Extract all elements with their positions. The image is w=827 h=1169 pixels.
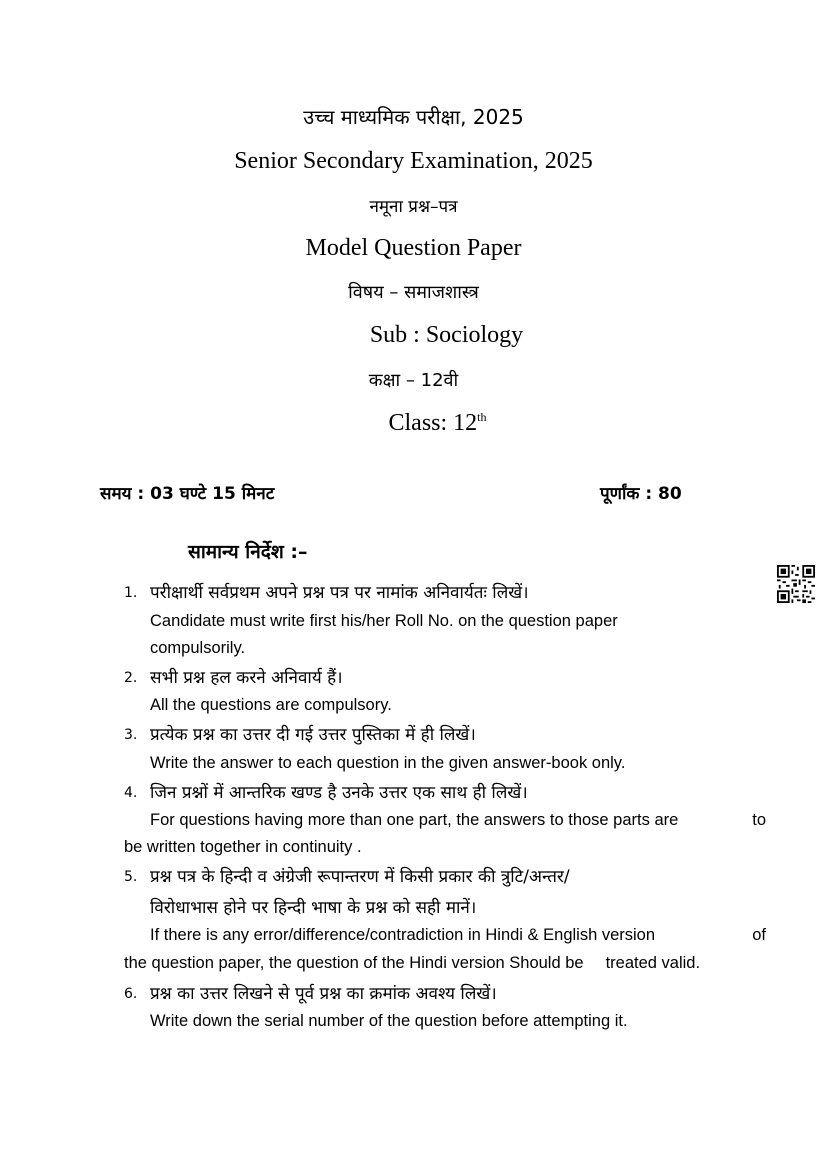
instruction-hindi: परीक्षार्थी सर्वप्रथम अपने प्रश्न पत्र पर नामांक अनिवार्यतः लिखें। <box>150 583 529 603</box>
class-english <box>24 410 827 437</box>
exam-title-english: Senior Secondary Examination, 2025 <box>234 148 593 174</box>
instruction-english-justified <box>150 811 766 830</box>
subject-english: Sub : Sociology <box>369 322 524 348</box>
instruction-english: Candidate must write first his/her Roll No. on the question paper <box>150 612 618 630</box>
subject-hindi: विषय – समाजशास्त्र <box>348 282 479 303</box>
maximum-marks: पूर्णांक : 80 <box>600 484 682 504</box>
qr-code-icon <box>777 565 815 603</box>
instruction-hindi: विरोधाभास होने पर हिन्दी भाषा के प्रश्न को सही मानें। <box>150 898 477 918</box>
instruction-hindi: सभी प्रश्न हल करने अनिवार्य हैं। <box>150 668 343 688</box>
instruction-english-justified <box>150 926 766 945</box>
class-english-suffix: th <box>477 410 487 424</box>
instruction-english: Write down the serial number of the question before attempting it. <box>150 1012 628 1030</box>
instruction-hindi: जिन प्रश्नों में आन्तरिक खण्ड है उनके उत्तर एक साथ ही लिखें। <box>150 783 528 803</box>
instruction-english <box>124 954 700 973</box>
instruction-number: 2. <box>124 670 138 686</box>
instruction-number: 4. <box>124 785 138 801</box>
instruction-hindi: प्रश्न पत्र के हिन्दी व अंग्रेजी रूपान्तरण में किसी प्रकार की त्रुटि/अन्तर/ <box>150 867 570 887</box>
instruction-english-part: the question paper, the question of the Hindi version Should be <box>124 954 584 972</box>
instruction-english: Write the answer to each question in the given answer-book only. <box>150 754 626 772</box>
exam-duration: समय : 03 घण्टे 15 मिनट <box>100 484 275 504</box>
class-english-prefix: Class: 12 <box>388 410 478 436</box>
instruction-english-part: treated valid. <box>605 954 701 972</box>
instruction-english: be written together in continuity . <box>124 838 362 856</box>
exam-title-hindi: उच्च माध्यमिक परीक्षा, 2025 <box>303 105 524 129</box>
instruction-english: compulsorily. <box>150 639 246 657</box>
instruction-english: of <box>752 926 766 944</box>
paper-type-hindi: नमूना प्रश्न–पत्र <box>369 197 458 217</box>
instruction-hindi: प्रश्न का उत्तर लिखने से पूर्व प्रश्न का क्रमांक अवश्य लिखें। <box>150 984 497 1004</box>
instruction-number: 1. <box>124 585 138 601</box>
instruction-english: All the questions are compulsory. <box>150 696 392 714</box>
instruction-number: 3. <box>124 727 138 743</box>
instruction-english: If there is any error/difference/contradiction in Hindi & English version <box>150 926 656 944</box>
instruction-number: 6. <box>124 986 138 1002</box>
paper-type-english: Model Question Paper <box>305 235 522 261</box>
instruction-number: 5. <box>124 869 138 885</box>
instruction-hindi: प्रत्येक प्रश्न का उत्तर दी गई उत्तर पुस्तिका में ही लिखें। <box>150 725 476 745</box>
instruction-english: For questions having more than one part, the answers to those parts are <box>150 811 679 829</box>
instructions-heading: सामान्य निर्देश :– <box>188 541 308 563</box>
class-hindi: कक्षा – 12वी <box>368 370 459 391</box>
instruction-english: to <box>752 811 766 829</box>
